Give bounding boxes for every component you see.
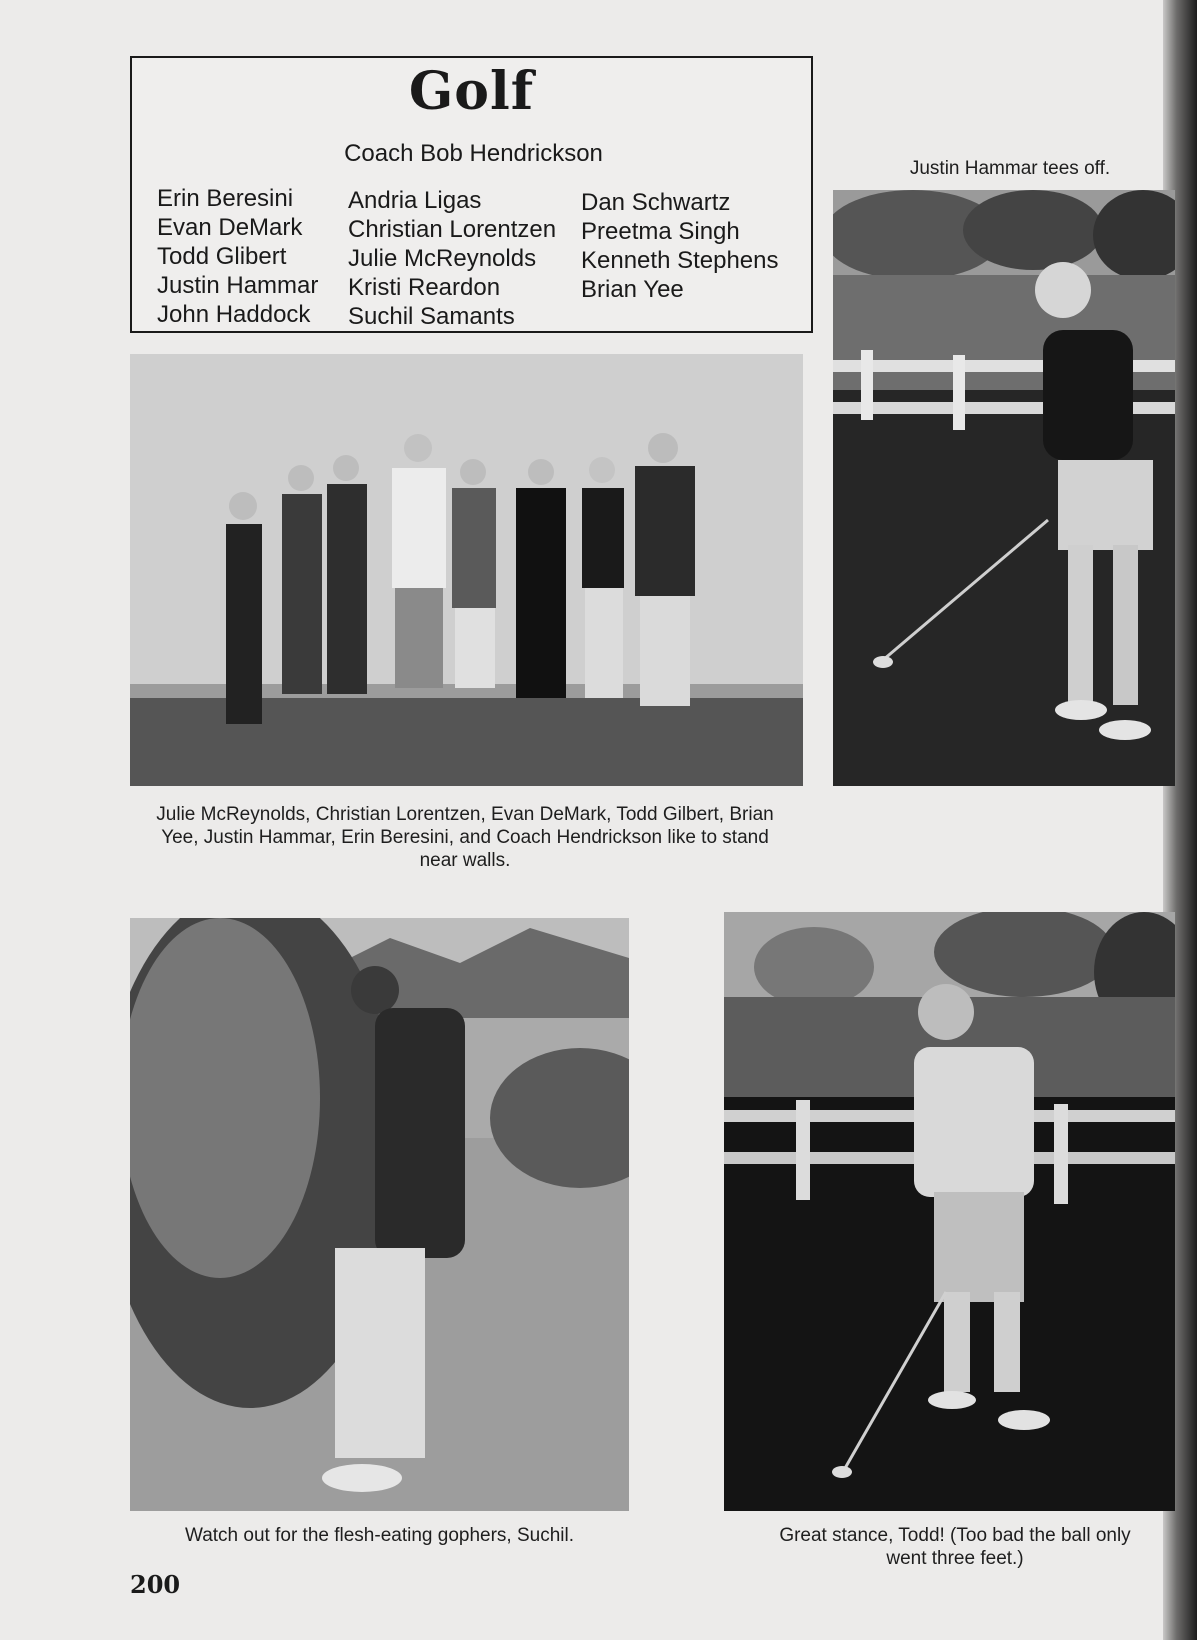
stance-caption: Great stance, Todd! (Too bad the ball only went three feet.) — [779, 1525, 1131, 1569]
roster-name: Kenneth Stephens — [581, 247, 779, 274]
roster-name: Erin Beresini — [157, 185, 294, 212]
coach-name: Coach Bob Hendrickson — [344, 140, 603, 167]
roster-name: Christian Lorentzen — [348, 216, 557, 243]
gophers-caption: Watch out for the flesh-eating gophers, Suchil. — [184, 1525, 574, 1546]
roster-name: Dan Schwartz — [581, 189, 731, 216]
gophers-photo — [130, 918, 629, 1511]
roster-name: Todd Glibert — [157, 243, 287, 270]
team-photo — [130, 354, 803, 786]
roster-name: Justin Hammar — [157, 272, 319, 299]
roster-name: Julie McReynolds — [348, 245, 537, 272]
team-caption: Julie McReynolds, Christian Lorentzen, Evan DeMark, Todd Gilbert, Brian Yee, Justin Hammar, Erin Beresini, and Coach Hendrickson like to stand near walls. — [156, 804, 774, 871]
tee-off-caption: Justin Hammar tees off. — [909, 158, 1111, 179]
roster-name: Suchil Samants — [348, 303, 515, 330]
tee-off-photo — [833, 190, 1175, 786]
page-number: 200 — [130, 1570, 181, 1599]
roster-name: Brian Yee — [581, 276, 684, 303]
roster-column-1 — [157, 184, 318, 329]
roster-name: Preetma Singh — [581, 218, 740, 245]
roster-box — [130, 56, 813, 333]
roster-name: Evan DeMark — [157, 214, 303, 241]
page-title: Golf — [408, 61, 535, 122]
stance-photo — [724, 912, 1175, 1511]
roster-column-2 — [348, 186, 556, 331]
roster-name: John Haddock — [157, 301, 311, 328]
roster-column-3 — [581, 188, 779, 304]
roster-name: Andria Ligas — [348, 187, 482, 214]
roster-name: Kristi Reardon — [348, 274, 501, 301]
